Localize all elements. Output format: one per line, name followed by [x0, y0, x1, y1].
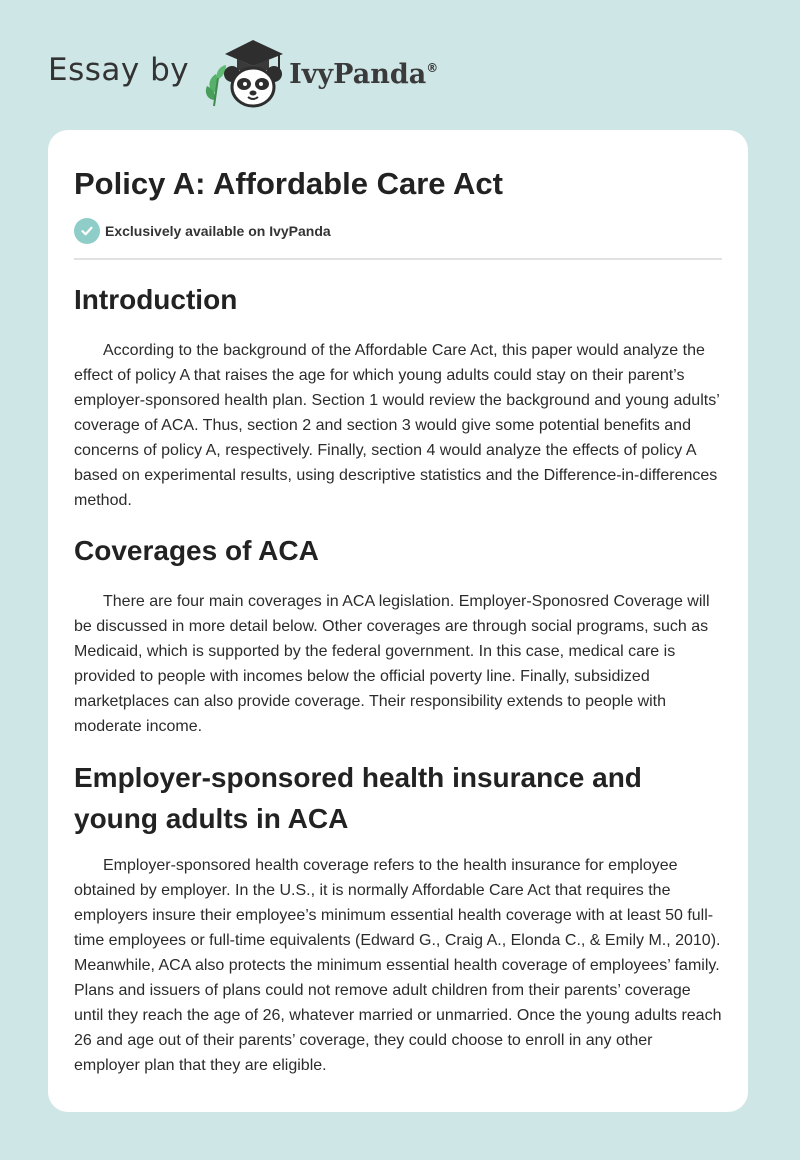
section-heading: Coverages of ACA: [74, 535, 319, 566]
section-paragraph: Employer-sponsored health coverage refers to the health insurance for employee obtained by employer. In the U.S., it is normally Affordable Care Act that requires the employers insure their employee’s minimum essential health coverage with at least 50 full-time employees or full-time equivalents (Edward G., Craig A., Elonda C., & Emily M., 2010). Meanwhile, ACA also protects the minimum essential health coverage of employees’ family. Plans and issuers of plans could not remove adult children from their parents’ coverage until they reach the age of 26, whatever married or unmarried. Once the young adults reach 26 and age out of their parents’ coverage, they could choose to enroll in any other employer plan that they are eligible.: [74, 857, 722, 1074]
section-introduction: [74, 280, 722, 513]
section-paragraph: There are four main coverages in ACA legislation. Employer-Sponosred Coverage will be discussed in more detail below. Other coverages are through social programs, such as Medicaid, which is supported by the federal government. In this case, medical care is provided to people with incomes below the official poverty line. Finally, subsidized marketplaces can also provide coverage. Their responsibility extends to people with moderate income.: [74, 593, 710, 735]
section-paragraph: According to the background of the Affordable Care Act, this paper would analyze the effect of policy A that raises the age for which young adults could stay on their parent’s employer-sponsored health plan. Section 1 would review the background and young adults’ coverage of ACA. Thus, section 2 and section 3 would give some potential benefits and concerns of policy A, respectively. Finally, section 4 would analyze the effects of policy A based on experimental results, using descriptive statistics and the Difference-in-differences method.: [74, 342, 720, 509]
page-title: Policy A: Affordable Care Act: [74, 166, 503, 201]
brand-name-text: IvyPanda: [289, 58, 427, 90]
title-divider: [74, 258, 722, 260]
ivypanda-brand-name[interactable]: [289, 59, 438, 90]
checkmark-icon: [80, 224, 94, 238]
panda-graduate-logo-icon[interactable]: [201, 34, 287, 110]
section-employer-sponsored-insurance: [74, 757, 722, 1078]
registered-mark: ®: [426, 60, 439, 75]
section-coverages-of-aca: [74, 531, 722, 739]
essay-card: [48, 130, 748, 1112]
essay-by-label: Essay by: [48, 52, 190, 88]
section-heading: Introduction: [74, 284, 238, 315]
check-circle-icon: [74, 218, 100, 244]
exclusive-badge-text: Exclusively available on IvyPanda: [105, 223, 331, 239]
site-header: [48, 34, 438, 110]
exclusive-badge: [74, 218, 722, 244]
section-heading: Employer-sponsored health insurance and young adults in ACA: [74, 762, 642, 834]
